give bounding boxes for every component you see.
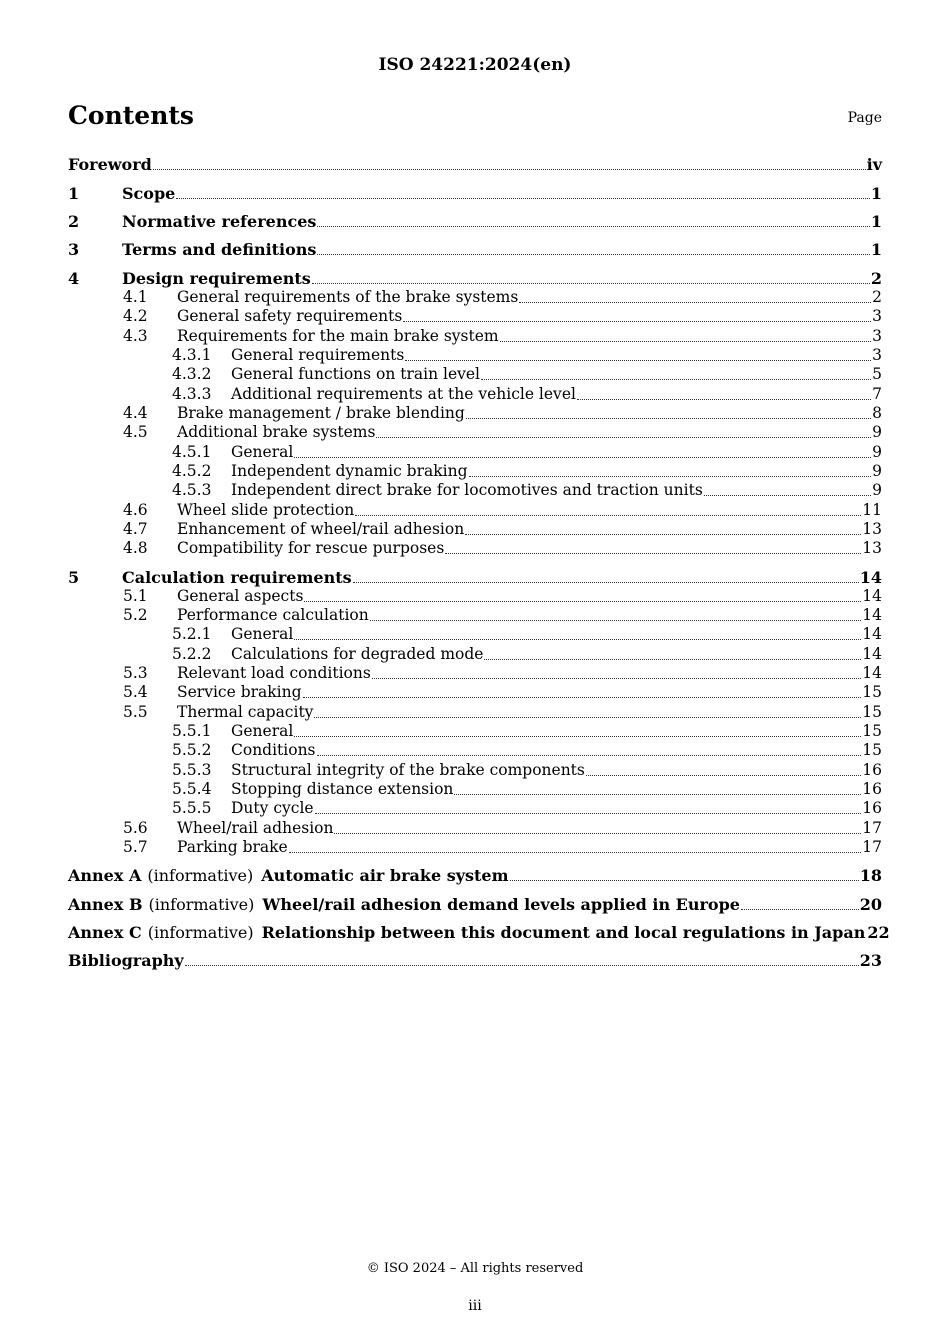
toc-entry[interactable] — [68, 481, 882, 500]
toc-annex-label: Annex C — [68, 923, 142, 942]
toc-entry-title: Wheel/rail adhesion — [177, 819, 334, 837]
toc-annex-entry[interactable] — [68, 866, 882, 885]
toc-leader-dots — [577, 399, 871, 400]
toc-leader-dots — [454, 794, 861, 795]
toc-entry-title: Relationship between this document and local regulations in Japan — [261, 923, 866, 942]
toc-entry[interactable] — [68, 587, 882, 606]
toc-entry-title: Bibliography — [68, 951, 184, 970]
toc-leader-dots — [445, 553, 861, 554]
toc-entry[interactable] — [68, 212, 882, 231]
toc-entry-number: 4 — [68, 269, 80, 288]
toc-entry-page: 15 — [862, 722, 882, 740]
toc-entry[interactable] — [68, 683, 882, 702]
toc-entry-page: 9 — [872, 462, 882, 480]
toc-entry[interactable] — [68, 462, 882, 481]
toc-entry-page: 2 — [870, 269, 882, 288]
toc-entry[interactable] — [68, 761, 882, 780]
toc-leader-dots — [317, 755, 862, 756]
toc-leader-dots — [294, 457, 871, 458]
toc-entry-number: 4.3.3 — [172, 385, 212, 403]
toc-entry-title: Stopping distance extension — [231, 780, 454, 798]
page-column-label: Page — [847, 110, 882, 126]
toc-entry-title: General — [231, 625, 294, 643]
toc-entry-page: 22 — [867, 923, 890, 942]
toc-leader-dots — [376, 437, 871, 438]
toc-entry-page: 1 — [870, 212, 882, 231]
toc-leader-dots — [315, 813, 862, 814]
toc-annex-entry[interactable] — [68, 923, 890, 942]
toc-entry-page: 9 — [872, 443, 882, 461]
toc-entry-number: 1 — [68, 184, 80, 203]
copyright-notice: © ISO 2024 – All rights reserved — [366, 1261, 584, 1276]
toc-entry[interactable] — [68, 155, 882, 174]
toc-entry-page: 16 — [862, 799, 882, 817]
toc-entry-page: 7 — [872, 385, 882, 403]
toc-entry-number: 4.5.2 — [172, 462, 212, 480]
toc-entry-number: 5.4 — [123, 683, 148, 701]
toc-entry-page: 1 — [870, 184, 882, 203]
toc-entry-number: 5 — [68, 568, 80, 587]
toc-entry[interactable] — [68, 520, 882, 539]
toc-leader-dots — [510, 880, 859, 881]
toc-leader-dots — [469, 476, 872, 477]
toc-entry-title: General requirements — [231, 346, 405, 364]
toc-entry[interactable] — [68, 240, 882, 259]
toc-entry[interactable] — [68, 799, 882, 818]
toc-entry-page: 14 — [859, 568, 882, 587]
toc-entry-number: 5.5.1 — [172, 722, 212, 740]
toc-entry-title: General safety requirements — [177, 307, 403, 325]
toc-entry-number: 4.5.3 — [172, 481, 212, 499]
toc-entry-title: Duty cycle — [231, 799, 314, 817]
toc-leader-dots — [405, 360, 871, 361]
toc-entry-title: Compatibility for rescue purposes — [177, 539, 445, 557]
toc-entry[interactable] — [68, 819, 882, 838]
toc-entry-title: General aspects — [177, 587, 304, 605]
toc-annex-label: Annex B — [68, 895, 143, 914]
toc-entry-page: 14 — [862, 664, 882, 682]
toc-entry[interactable] — [68, 269, 882, 288]
toc-entry[interactable] — [68, 568, 882, 587]
toc-entry[interactable] — [68, 288, 882, 307]
toc-entry[interactable] — [68, 184, 882, 203]
toc-entry-number: 5.5 — [123, 703, 148, 721]
toc-entry[interactable] — [68, 625, 882, 644]
toc-entry-page: 16 — [862, 780, 882, 798]
toc-leader-dots — [403, 321, 871, 322]
toc-entry-number: 5.5.2 — [172, 741, 212, 759]
toc-leader-dots — [185, 965, 859, 966]
toc-entry-page: 3 — [872, 307, 882, 325]
toc-leader-dots — [465, 534, 861, 535]
toc-entry[interactable] — [68, 501, 882, 520]
toc-entry-number: 4.3 — [123, 327, 148, 345]
toc-entry-title: Relevant load conditions — [177, 664, 371, 682]
toc-entry[interactable] — [68, 307, 882, 326]
toc-entry-number: 5.7 — [123, 838, 148, 856]
toc-leader-dots — [519, 302, 871, 303]
toc-entry-number: 4.1 — [123, 288, 148, 306]
toc-entry-page: 13 — [862, 539, 882, 557]
toc-entry-title: Wheel slide protection — [177, 501, 355, 519]
toc-leader-dots — [176, 198, 870, 199]
toc-entry-number: 4.3.1 — [172, 346, 212, 364]
toc-entry-page: 14 — [862, 606, 882, 624]
toc-entry[interactable] — [68, 722, 882, 741]
toc-entry-title: Thermal capacity — [177, 703, 314, 721]
toc-entry-page: 11 — [862, 501, 882, 519]
toc-entry-title: Service braking — [177, 683, 302, 701]
toc-entry-number: 5.3 — [123, 664, 148, 682]
toc-entry-title: Foreword — [68, 155, 152, 174]
toc-entry-page: 18 — [859, 866, 882, 885]
toc-entry-title: Parking brake — [177, 838, 288, 856]
toc-entry-page: 14 — [862, 645, 882, 663]
toc-annex-info: (informative) — [147, 923, 254, 942]
toc-entry-title: General — [231, 722, 294, 740]
toc-entry[interactable] — [68, 703, 882, 722]
toc-leader-dots — [289, 852, 862, 853]
toc-leader-dots — [586, 775, 861, 776]
toc-leader-dots — [294, 639, 861, 640]
toc-entry-title: Independent dynamic braking — [231, 462, 468, 480]
toc-leader-dots — [153, 169, 866, 170]
toc-entry-page: 3 — [872, 346, 882, 364]
toc-leader-dots — [741, 909, 859, 910]
toc-entry-title: Additional requirements at the vehicle level — [231, 385, 576, 403]
toc-entry-page: 15 — [862, 683, 882, 701]
toc-leader-dots — [481, 379, 871, 380]
toc-entry-title: Brake management / brake blending — [177, 404, 465, 422]
toc-leader-dots — [303, 697, 862, 698]
toc-entry[interactable] — [68, 664, 882, 683]
toc-leader-dots — [704, 495, 871, 496]
document-id-header: ISO 24221:2024(en) — [378, 55, 572, 75]
toc-entry[interactable] — [68, 838, 882, 857]
toc-leader-dots — [370, 620, 862, 621]
toc-entry-title: Additional brake systems — [177, 423, 376, 441]
toc-entry-title: Wheel/rail adhesion demand levels applied in Europe — [262, 895, 740, 914]
toc-leader-dots — [304, 601, 861, 602]
toc-entry-title: Calculation requirements — [122, 568, 352, 587]
toc-entry-number: 5.5.5 — [172, 799, 212, 817]
toc-leader-dots — [294, 736, 861, 737]
toc-annex-info: (informative) — [147, 866, 254, 885]
toc-entry-number: 4.5 — [123, 423, 148, 441]
toc-entry[interactable] — [68, 365, 882, 384]
toc-leader-dots — [500, 341, 872, 342]
toc-entry-number: 4.3.2 — [172, 365, 212, 383]
toc-entry-page: 2 — [872, 288, 882, 306]
toc-leader-dots — [312, 283, 870, 284]
toc-entry-number: 4.7 — [123, 520, 148, 538]
toc-entry-page: 3 — [872, 327, 882, 345]
toc-entry[interactable] — [68, 385, 882, 404]
toc-entry[interactable] — [68, 443, 882, 462]
toc-entry-title: Independent direct brake for locomotives and traction units — [231, 481, 703, 499]
toc-leader-dots — [355, 515, 861, 516]
toc-entry-page: 15 — [862, 703, 882, 721]
toc-entry-page: 9 — [872, 481, 882, 499]
toc-entry-number: 5.2 — [123, 606, 148, 624]
toc-entry-page: 16 — [862, 761, 882, 779]
toc-entry-title: Automatic air brake system — [261, 866, 509, 885]
toc-leader-dots — [484, 659, 861, 660]
page-number: iii — [468, 1298, 482, 1314]
toc-entry-page: 9 — [872, 423, 882, 441]
toc-leader-dots — [466, 418, 871, 419]
toc-entry-page: iv — [866, 155, 882, 174]
toc-leader-dots — [317, 254, 869, 255]
toc-entry[interactable] — [68, 951, 882, 970]
toc-entry[interactable] — [68, 741, 882, 760]
toc-entry[interactable] — [68, 645, 882, 664]
toc-entry-page: 23 — [859, 951, 882, 970]
toc-entry-number: 2 — [68, 212, 80, 231]
toc-entry-page: 13 — [862, 520, 882, 538]
toc-entry[interactable] — [68, 780, 882, 799]
toc-entry-page: 14 — [862, 625, 882, 643]
toc-entry-number: 4.6 — [123, 501, 148, 519]
toc-entry-title: General — [231, 443, 294, 461]
toc-annex-info: (informative) — [148, 895, 255, 914]
toc-entry[interactable] — [68, 606, 882, 625]
toc-entry-title: Terms and definitions — [122, 240, 317, 259]
toc-annex-label: Annex A — [68, 866, 142, 885]
toc-entry-page: 8 — [872, 404, 882, 422]
toc-entry-number: 4.5.1 — [172, 443, 212, 461]
toc-annex-entry[interactable] — [68, 895, 882, 914]
toc-entry-title: Design requirements — [122, 269, 311, 288]
toc-entry-number: 5.6 — [123, 819, 148, 837]
toc-entry[interactable] — [68, 327, 882, 346]
toc-entry-title: Normative references — [122, 212, 317, 231]
toc-entry-page: 20 — [859, 895, 882, 914]
toc-entry-title: Scope — [122, 184, 176, 203]
toc-entry-title: Conditions — [231, 741, 316, 759]
toc-entry-number: 4.2 — [123, 307, 148, 325]
toc-leader-dots — [314, 717, 861, 718]
toc-entry-title: Performance calculation — [177, 606, 369, 624]
toc-leader-dots — [372, 678, 861, 679]
toc-entry-number: 5.5.3 — [172, 761, 212, 779]
toc-entry-page: 14 — [862, 587, 882, 605]
toc-entry-title: Calculations for degraded mode — [231, 645, 484, 663]
toc-entry-title: Structural integrity of the brake components — [231, 761, 585, 779]
toc-entry[interactable] — [68, 404, 882, 423]
toc-entry-page: 17 — [862, 819, 882, 837]
toc-entry-number: 4.4 — [123, 404, 148, 422]
toc-entry-number: 5.1 — [123, 587, 148, 605]
toc-entry-number: 4.8 — [123, 539, 148, 557]
toc-entry-page: 17 — [862, 838, 882, 856]
toc-entry-page: 15 — [862, 741, 882, 759]
toc-entry-page: 1 — [870, 240, 882, 259]
toc-entry-page: 5 — [872, 365, 882, 383]
toc-entry[interactable] — [68, 346, 882, 365]
toc-entry-title: Requirements for the main brake system — [177, 327, 499, 345]
toc-leader-dots — [334, 833, 861, 834]
toc-entry[interactable] — [68, 539, 882, 558]
toc-entry[interactable] — [68, 423, 882, 442]
toc-entry-title: Enhancement of wheel/rail adhesion — [177, 520, 465, 538]
toc-entry-number: 3 — [68, 240, 80, 259]
toc-entry-number: 5.2.1 — [172, 625, 212, 643]
toc-leader-dots — [353, 582, 859, 583]
contents-heading: Contents — [68, 101, 195, 130]
toc-entry-number: 5.2.2 — [172, 645, 212, 663]
toc-leader-dots — [317, 226, 869, 227]
toc-entry-title: General requirements of the brake systems — [177, 288, 519, 306]
toc-entry-number: 5.5.4 — [172, 780, 212, 798]
toc-entry-title: General functions on train level — [231, 365, 481, 383]
